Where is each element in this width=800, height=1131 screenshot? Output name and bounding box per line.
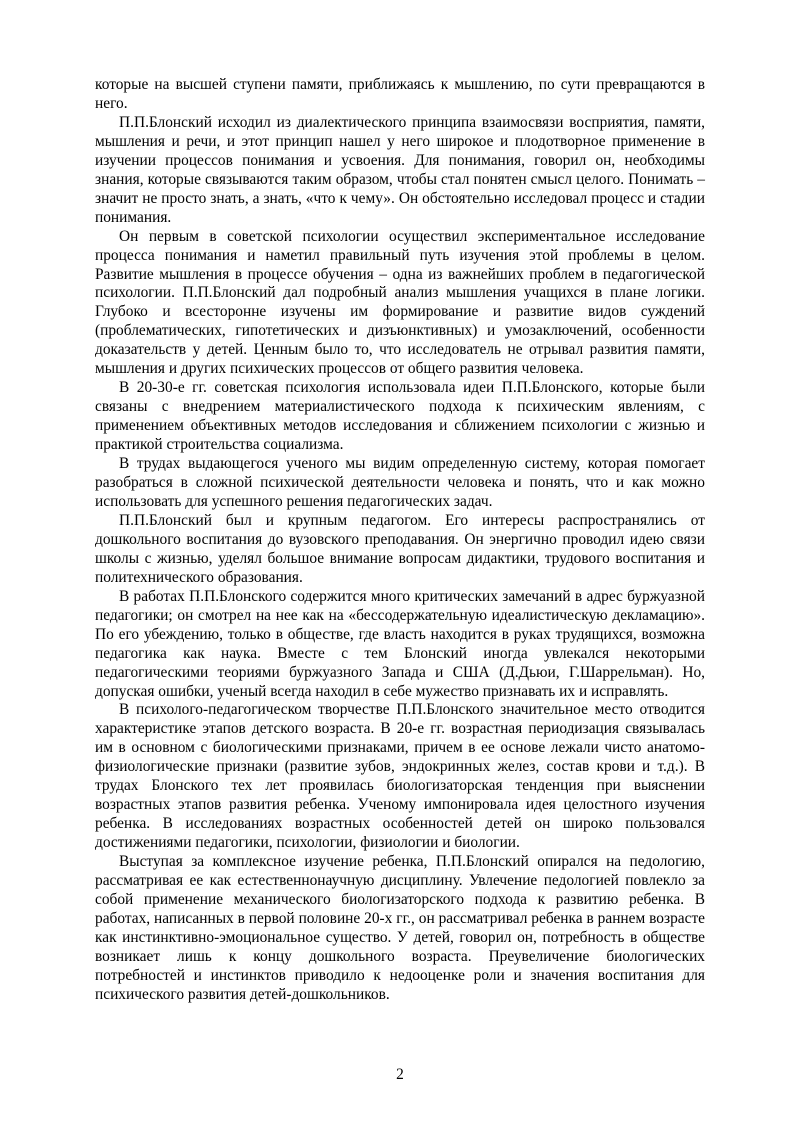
paragraph: В трудах выдающегося ученого мы видим определенную систему, которая помогает разобраться в сложной психической деятельности человека и понять, что и как можно использовать для успешного решения педагогических задач. bbox=[95, 455, 705, 510]
paragraph: В работах П.П.Блонского содержится много критических замечаний в адрес буржуазной педагогики; он смотрел на нее как на «бессодержательную идеалистическую декламацию». По его убеждению, только в обществе, где власть находится в руках трудящихся, возможна педагогика как наука. Вместе с тем Блонский иногда увлекался некоторыми педагогическими теориями буржуазного Запада и США (Д.Дьюи, Г.Шаррельман). Но, допуская ошибки, ученый всегда находил в себе мужество признавать их и исправлять. bbox=[95, 587, 705, 700]
page-number: 2 bbox=[396, 1066, 404, 1083]
paragraph: Выступая за комплексное изучение ребенка, П.П.Блонский опирался на педологию, рассматривая ее как естественнонаучную дисциплину. Увлечение педологией повлекло за собой применение механического биологизаторского подхода к развитию ребенка. В работах, написанных в первой половине 20-х гг., он рассматривал ребенка в раннем возрасте как инстинктивно-эмоциональное существо. У детей, говорил он, потребность в обществе возникает лишь к концу дошкольного возраста. Преувеличение биологических потребностей и инстинктов приводило к недооценке роли и значения воспитания для психического развития детей-дошкольников. bbox=[95, 853, 705, 1003]
document-body bbox=[95, 76, 705, 1005]
paragraph: В 20-30-е гг. советская психология использовала идеи П.П.Блонского, которые были связаны с внедрением материалистического подхода к психическим явлениям, с применением объективных методов исследования и сближением психологии с жизнью и практикой строительства социализма. bbox=[95, 379, 705, 454]
paragraph: П.П.Блонский исходил из диалектического принципа взаимосвязи восприятия, памяти, мышления и речи, и этот принцип нашел у него широкое и плодотворное применение в изучении процессов понимания и усвоения. Для понимания, говорил он, необходимы знания, которые связываются таким образом, чтобы стал понятен смысл целого. Понимать – значит не просто знать, а знать, «что к чему». Он обстоятельно исследовал процесс и стадии понимания. bbox=[95, 113, 705, 226]
paragraph: П.П.Блонский был и крупным педагогом. Его интересы распространялись от дошкольного воспитания до вузовского преподавания. Он энергично проводил идею связи школы с жизнью, уделял большое внимание вопросам дидактики, трудового воспитания и политехнического образования. bbox=[95, 511, 705, 586]
paragraph-continuation: которые на высшей ступени памяти, приближаясь к мышлению, по сути превращаются в него. bbox=[95, 76, 705, 112]
paragraph: Он первым в советской психологии осуществил экспериментальное исследование процесса понимания и наметил правильный путь изучения этой проблемы в целом. Развитие мышления в процессе обучения – одна из важнейших проблем в педагогической психологии. П.П.Блонский дал подробный анализ мышления учащихся в плане логики. Глубоко и всесторонне изучены им формирование и развитие видов суждений (проблематических, гипотетических и дизъюнктивных) и умозаключений, особенности доказательств у детей. Ценным было то, что исследователь не отрывал развития памяти, мышления и других психических процессов от общего развития человека. bbox=[95, 227, 705, 378]
paragraph: В психолого-педагогическом творчестве П.П.Блонского значительное место отводится характеристике этапов детского возраста. В 20-е гг. возрастная периодизация связывалась им в основном с биологическими признаками, причем в ее основе лежали чисто анатомо-физиологические признаки (развитие зубов, эндокринных желез, состав крови и т.д.). В трудах Блонского тех лет проявилась биологизаторская тенденция при выяснении возрастных этапов развития ребенка. Ученому импонировала идея целостного изучения ребенка. В исследованиях возрастных особенностей детей он широко пользовался достижениями педагогики, психологии, физиологии и биологии. bbox=[95, 701, 705, 852]
